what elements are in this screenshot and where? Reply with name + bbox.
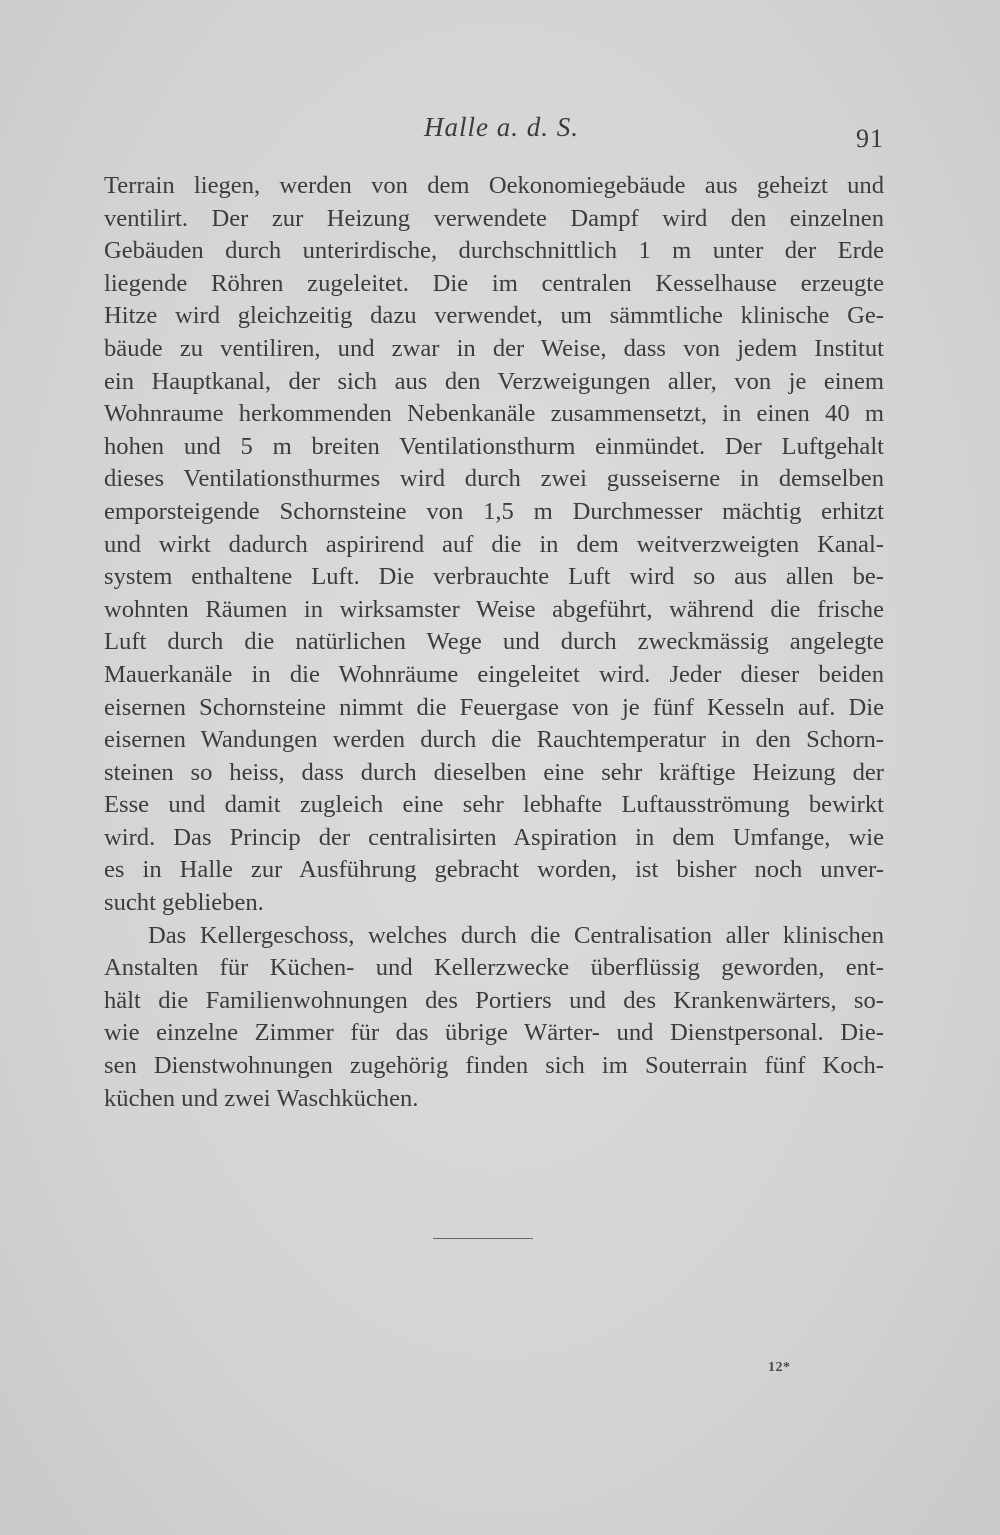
text-line: Das Kellergeschoss, welches durch die Centralisation aller klinischen [148, 921, 884, 949]
text-line: Hitze wird gleichzeitig dazu verwendet, um sämmtliche klinische Ge- [104, 302, 884, 330]
text-line: wohnten Räumen in wirksamster Weise abgeführt, während die frische [104, 595, 884, 623]
text-line: Wohnraume herkommenden Nebenkanäle zusammensetzt, in einen 40 m [104, 400, 884, 428]
text-line: bäude zu ventiliren, und zwar in der Weise, dass von jedem Institut [104, 334, 884, 362]
text-line: wird. Das Princip der centralisirten Aspiration in dem Umfange, wie [104, 823, 884, 851]
text-line: eisernen Schornsteine nimmt die Feuergase von je fünf Kesseln auf. Die [104, 693, 884, 721]
text-line: dieses Ventilationsthurmes wird durch zwei gusseiserne in demselben [104, 465, 884, 493]
paragraph [104, 170, 884, 920]
section-divider [433, 1238, 533, 1239]
text-line: Anstalten für Küchen- und Kellerzwecke überflüssig geworden, ent- [104, 954, 884, 982]
text-line: Luft durch die natürlichen Wege und durch zweckmässig angelegte [104, 628, 884, 656]
text-line: Esse und damit zugleich eine sehr lebhafte Luftausströmung bewirkt [104, 791, 884, 819]
running-head [0, 112, 1000, 152]
text-line: ventilirt. Der zur Heizung verwendete Dampf wird den einzelnen [104, 204, 884, 232]
text-line: wie einzelne Zimmer für das übrige Wärter- und Dienstpersonal. Die- [104, 1019, 884, 1047]
text-line: Gebäuden durch unterirdische, durchschnittlich 1 m unter der Erde [104, 237, 884, 265]
text-line: steinen so heiss, dass durch dieselben eine sehr kräftige Heizung der [104, 758, 884, 786]
text-line: ein Hauptkanal, der sich aus den Verzweigungen aller, von je einem [104, 367, 884, 395]
body-text [104, 170, 884, 1115]
text-line: Terrain liegen, werden von dem Oekonomiegebäude aus geheizt und [104, 172, 884, 199]
text-line: küchen und zwei Waschküchen. [104, 1084, 419, 1112]
text-line: eisernen Wandungen werden durch die Rauchtemperatur in den Schorn- [104, 726, 884, 754]
text-line: sucht geblieben. [104, 889, 264, 917]
paragraph [104, 920, 884, 1116]
text-line: emporsteigende Schornsteine von 1,5 m Durchmesser mächtig erhitzt [104, 497, 884, 525]
text-line: sen Dienstwohnungen zugehörig finden sich im Souterrain fünf Koch- [104, 1052, 884, 1080]
signature-mark: 12* [768, 1360, 791, 1375]
text-line: liegende Röhren zugeleitet. Die im centralen Kesselhause erzeugte [104, 269, 884, 297]
text-line: system enthaltene Luft. Die verbrauchte Luft wird so aus allen be- [104, 563, 884, 591]
text-line: und wirkt dadurch aspirirend auf die in dem weitverzweigten Kanal- [104, 530, 884, 558]
text-line: hohen und 5 m breiten Ventilationsthurm einmündet. Der Luftgehalt [104, 432, 884, 460]
page-number: 91 [856, 124, 884, 153]
text-line: es in Halle zur Ausführung gebracht worden, ist bisher noch unver- [104, 856, 884, 884]
running-title: Halle a. d. S. [424, 112, 579, 142]
text-line: hält die Familienwohnungen des Portiers und des Krankenwärters, so- [104, 986, 884, 1014]
text-line: Mauerkanäle in die Wohnräume eingeleitet wird. Jeder dieser beiden [104, 660, 884, 688]
